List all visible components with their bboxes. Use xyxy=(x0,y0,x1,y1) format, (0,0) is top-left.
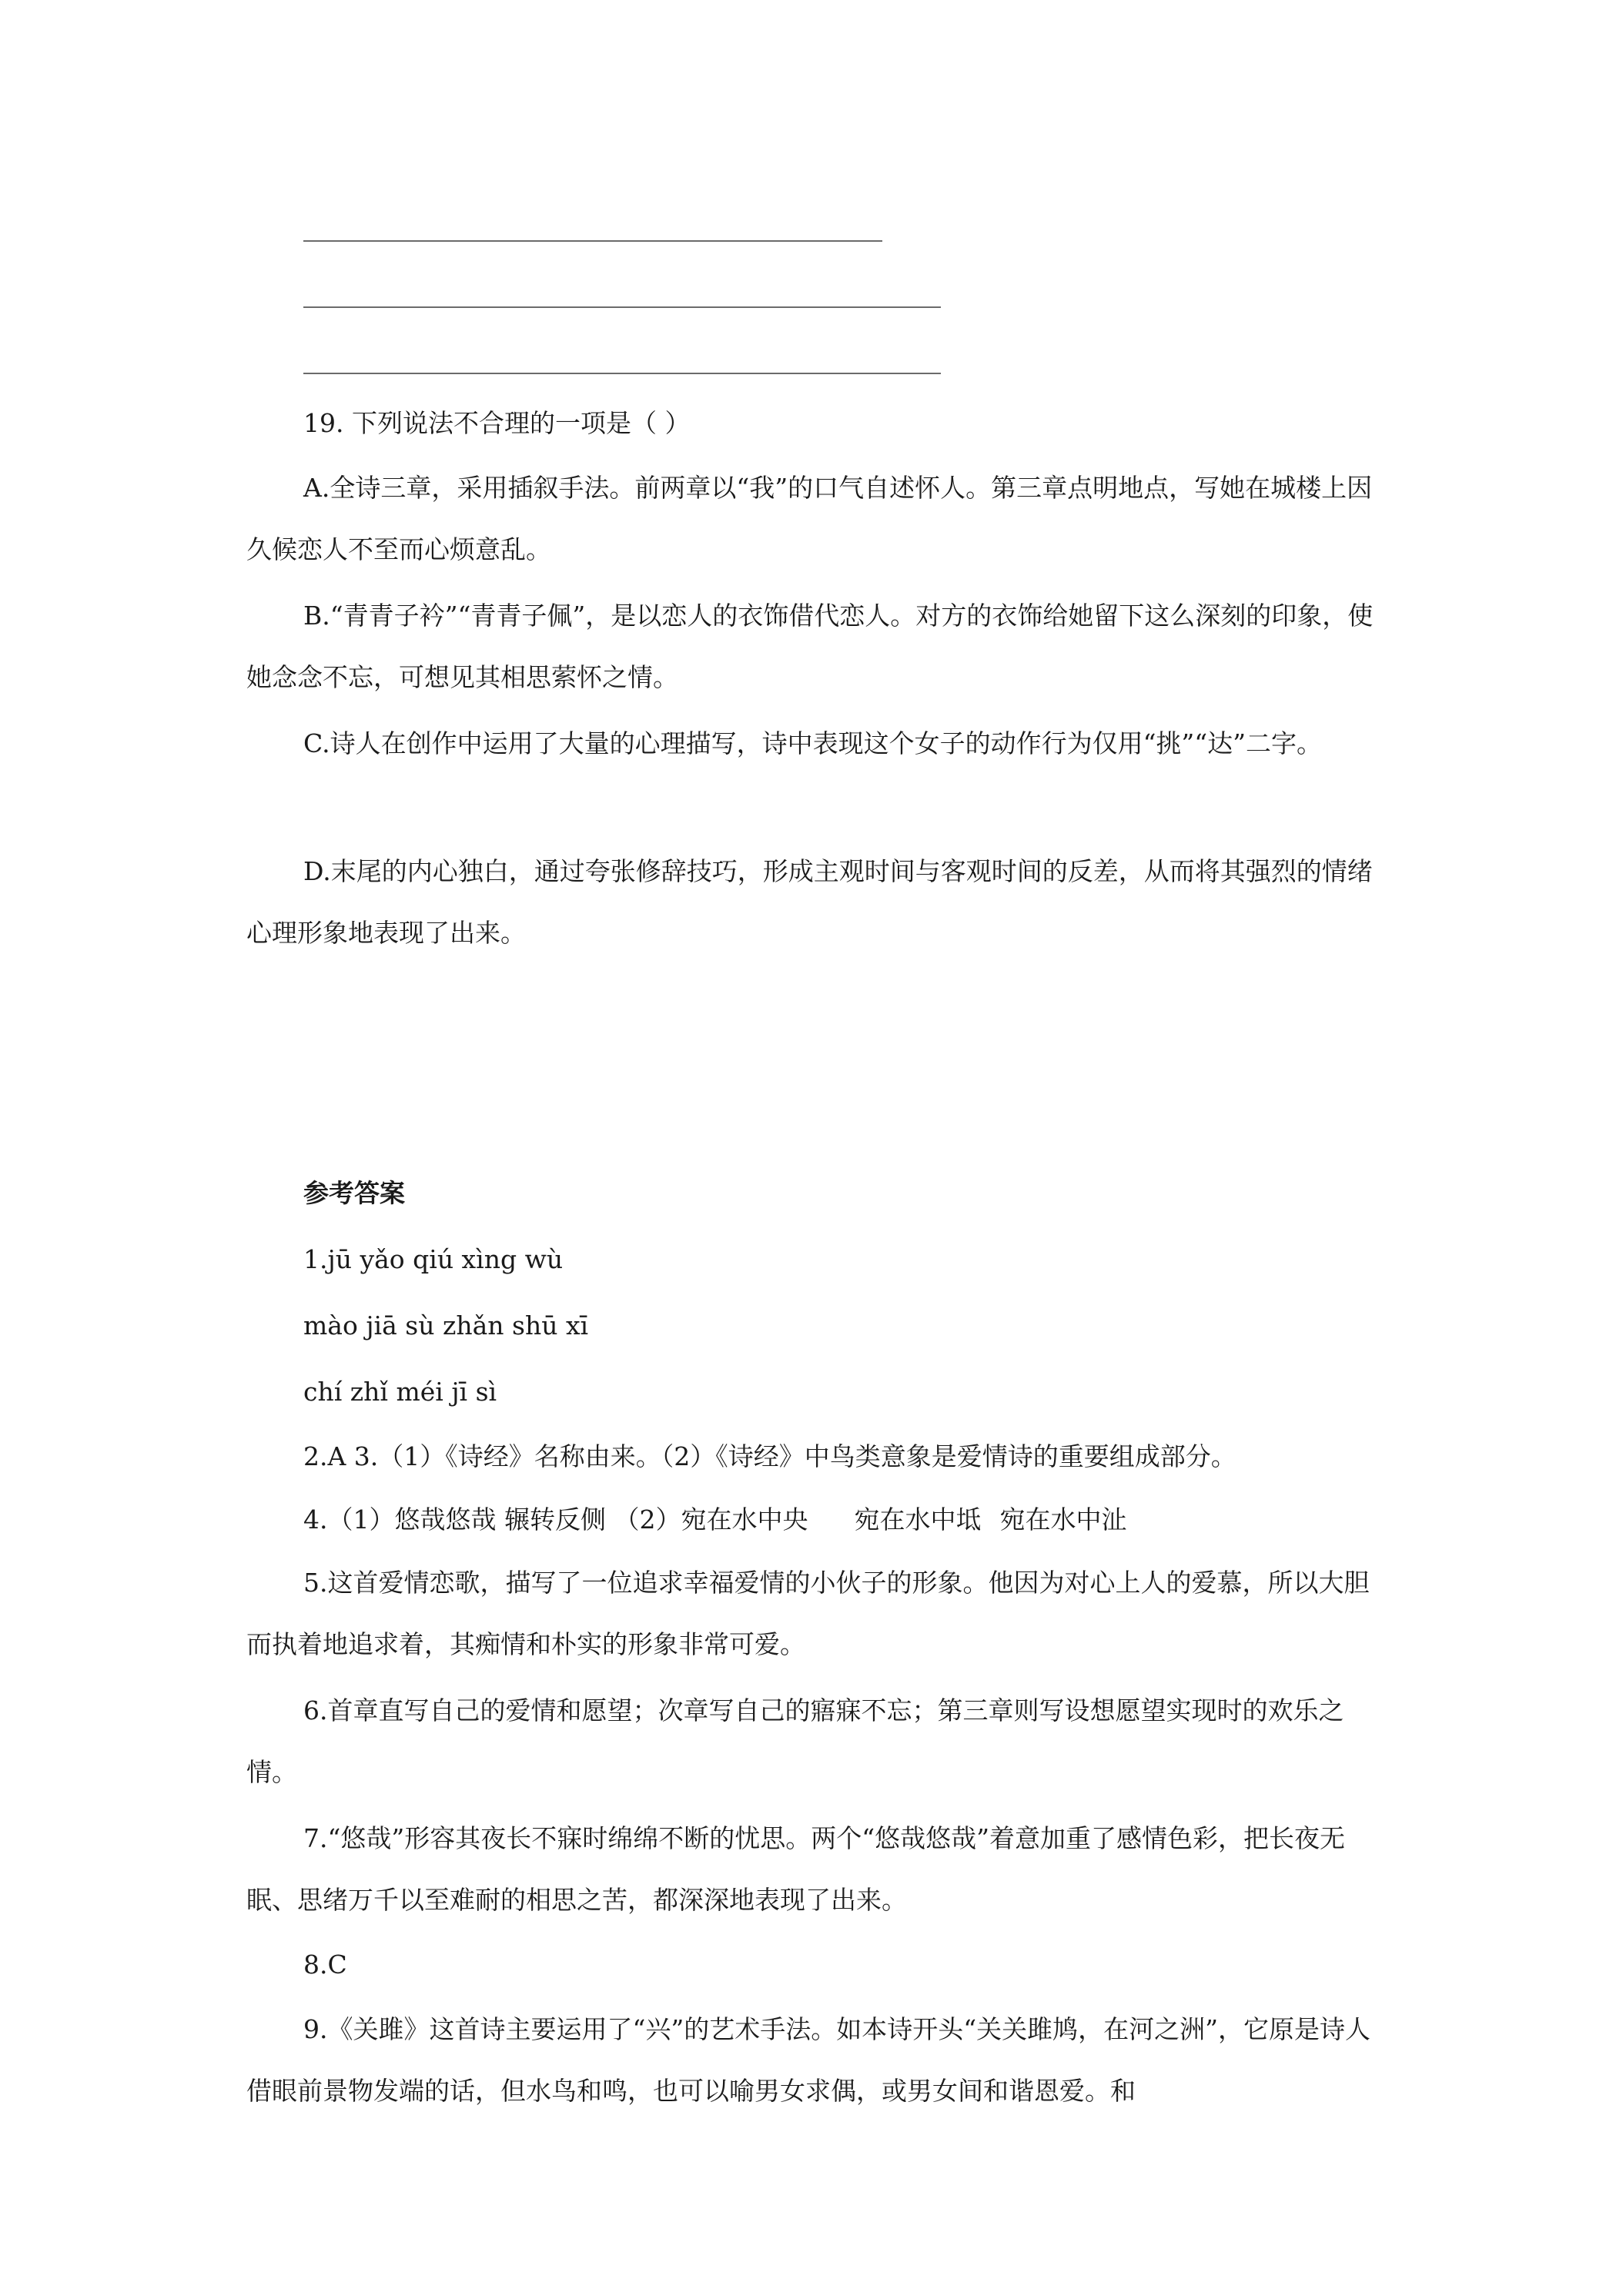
question-19-stem: 19. 下列说法不合理的一项是（ ） xyxy=(303,408,691,438)
answer-4 xyxy=(303,1504,1126,1535)
answer-4-part-1: 4.（1）悠哉悠哉 辗转反侧 （2）宛在水中央 xyxy=(303,1504,808,1535)
answer-blank-line xyxy=(303,306,941,308)
answer-4-part-2: 宛在水中坻 xyxy=(854,1504,982,1535)
answers-heading: 参考答案 xyxy=(303,1178,405,1208)
option-a: A.全诗三章，采用插叙手法。前两章以“我”的口气自述怀人。第三章点明地点，写她在城楼上因久候恋人不至而心烦意乱。 xyxy=(246,473,1373,564)
option-c: C.诗人在创作中运用了大量的心理描写，诗中表现这个女子的动作行为仅用“挑”“达”二字。 xyxy=(303,728,1323,758)
answer-6: 6.首章直写自己的爱情和愿望；次章写自己的寤寐不忘；第三章则写设想愿望实现时的欢乐之情。 xyxy=(246,1695,1344,1787)
answer-2-3: 2.A 3.（1）《诗经》名称由来。（2）《诗经》中鸟类意象是爱情诗的重要组成部分。 xyxy=(303,1441,1236,1471)
answer-blank-line xyxy=(303,373,941,374)
answer-1-line-1: 1.jū yǎo qiú xìng wù xyxy=(303,1244,564,1274)
answer-1-line-3: chí zhǐ méi jī sì xyxy=(303,1377,497,1407)
answer-9: 9.《关雎》这首诗主要运用了“兴”的艺术手法。如本诗开头“关关雎鸠，在河之洲”，它原是诗人借眼前景物发端的话，但水鸟和鸣，也可以喻男女求偶，或男女间和谐恩爱。和 xyxy=(246,2014,1370,2106)
answer-blank-line xyxy=(303,240,882,242)
answer-8: 8.C xyxy=(303,1950,347,1980)
answer-4-part-3: 宛在水中沚 xyxy=(999,1504,1127,1535)
option-b: B.“青青子衿”“青青子佩”，是以恋人的衣饰借代恋人。对方的衣饰给她留下这么深刻的印象，使她念念不忘，可想见其相思萦怀之情。 xyxy=(246,601,1374,692)
answer-1-line-2: mào jiā sù zhǎn shū xī xyxy=(303,1310,589,1340)
answer-7: 7.“悠哉”形容其夜长不寐时绵绵不断的忧思。两个“悠哉悠哉”着意加重了感情色彩，把长夜无眠、思绪万千以至难耐的相思之苦，都深深地表现了出来。 xyxy=(246,1823,1345,1915)
option-d: D.末尾的内心独白，通过夸张修辞技巧，形成主观时间与客观时间的反差，从而将其强烈的情绪心理形象地表现了出来。 xyxy=(246,856,1373,948)
answer-5: 5.这首爱情恋歌，描写了一位追求幸福爱情的小伙子的形象。他因为对心上人的爱慕，所以大胆而执着地追求着，其痴情和朴实的形象非常可爱。 xyxy=(246,1568,1370,1659)
